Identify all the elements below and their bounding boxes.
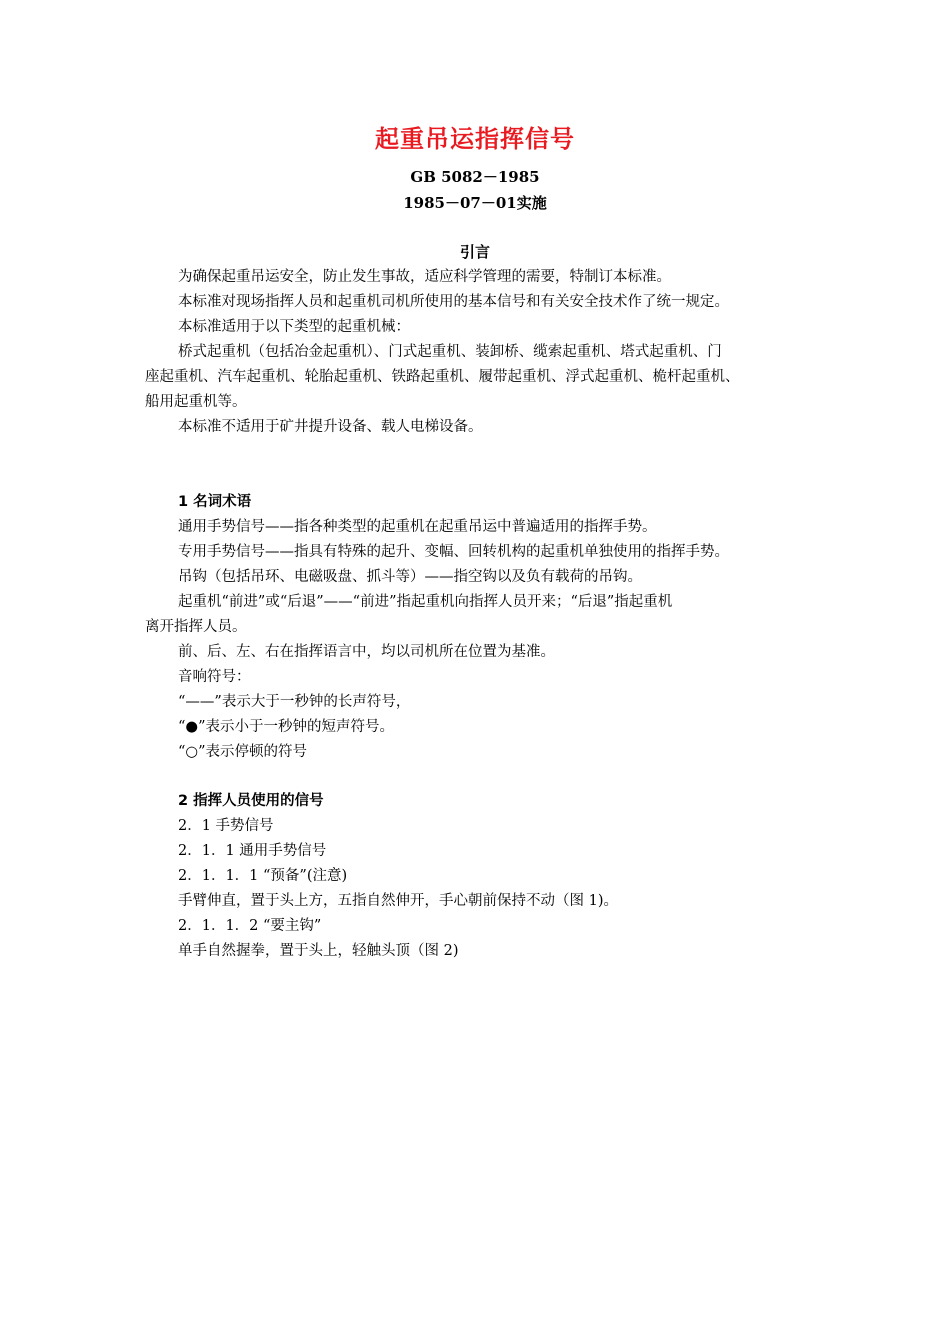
intro-paragraph-line: 本标准对现场指挥人员和起重机司机所使用的基本信号和有关安全技术作了统一规定。 [178,294,729,310]
intro-paragraph-line: 本标准不适用于矿井提升设备、载人电梯设备。 [178,419,483,435]
section-2-line: 2．1．1 通用手势信号 [178,843,327,859]
intro-paragraph-line: 本标准适用于以下类型的起重机械： [178,319,410,335]
section-2-line: 2．1 手势信号 [178,818,274,834]
section-2-line: 2．1．1．2 “要主钩” [178,918,322,934]
effective-date: 1985－07－01实施 [403,194,547,212]
section-1-heading: 1 名词术语 [178,494,252,510]
standard-code: GB 5082－1985 [410,168,540,186]
document-title: 起重吊运指挥信号 [375,125,575,153]
intro-paragraph-line: 船用起重机等。 [145,394,247,410]
section-1-line: 吊钩（包括吊环、电磁吸盘、抓斗等）——指空钩以及负有载荷的吊钩。 [178,569,642,585]
section-1-line: 离开指挥人员。 [145,619,247,635]
section-1-line: “●”表示小于一秒钟的短声符号。 [178,719,394,735]
section-2-line: 单手自然握拳，置于头上，轻触头顶（图 2) [178,943,459,959]
section-2-heading: 2 指挥人员使用的信号 [178,793,324,809]
intro-paragraph-line: 座起重机、汽车起重机、轮胎起重机、铁路起重机、履带起重机、浮式起重机、桅杆起重机、 [145,369,740,385]
section-2-line: 手臂伸直，置于头上方，五指自然伸开，手心朝前保持不动（图 1)。 [178,893,618,909]
intro-paragraph-line: 为确保起重吊运安全，防止发生事故，适应科学管理的需要，特制订本标准。 [178,269,671,285]
intro-paragraph-line: 桥式起重机（包括冶金起重机）、门式起重机、装卸桥、缆索起重机、塔式起重机、门 [178,344,722,360]
section-1-line: 音响符号： [178,669,251,685]
intro-heading: 引言 [459,243,490,261]
section-1-line: “○”表示停顿的符号 [178,744,307,760]
section-1-line: 通用手势信号——指各种类型的起重机在起重吊运中普遍适用的指挥手势。 [178,519,657,535]
section-2-line: 2．1．1．1 “预备”(注意) [178,868,348,884]
section-1-line: 专用手势信号——指具有特殊的起升、变幅、回转机构的起重机单独使用的指挥手势。 [178,544,729,560]
section-1-line: 起重机“前进”或“后退”——“前进”指起重机向指挥人员开来；“后退”指起重机 [178,594,673,610]
section-1-line: “——”表示大于一秒钟的长声符号， [178,694,411,710]
section-1-line: 前、后、左、右在指挥语言中，均以司机所在位置为基准。 [178,644,555,660]
